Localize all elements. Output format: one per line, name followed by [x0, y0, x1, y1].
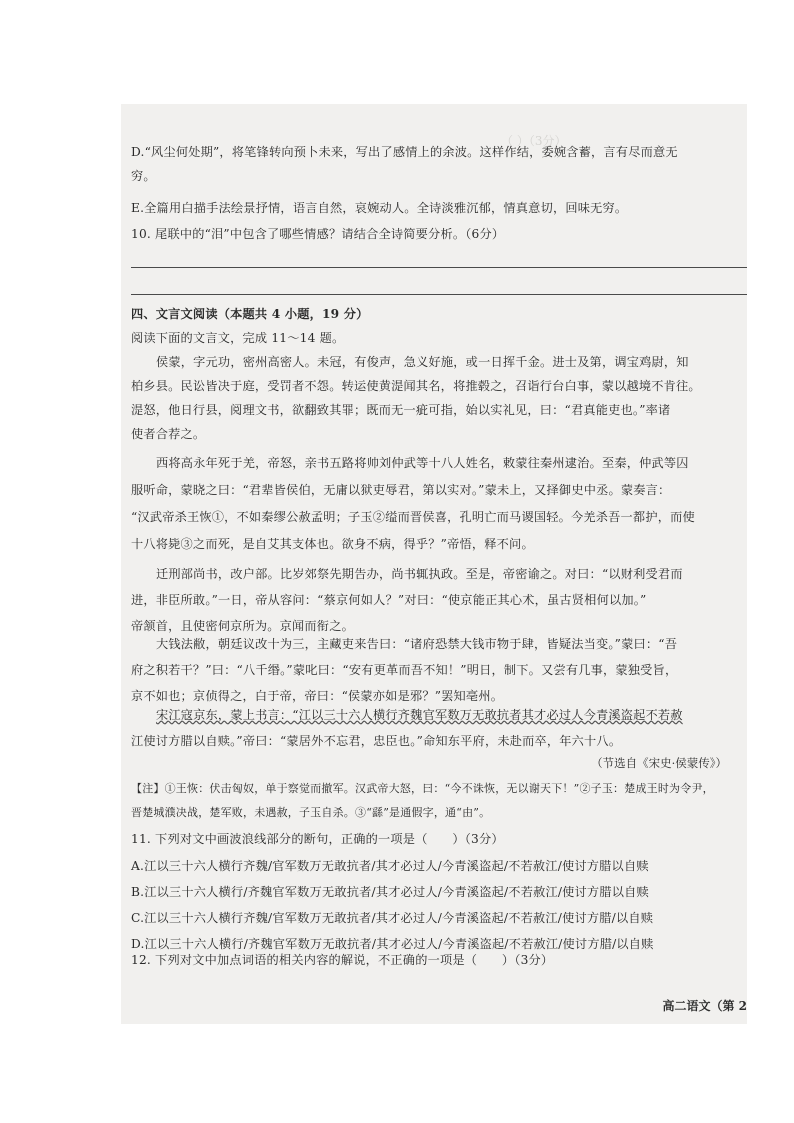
passage-p3-line1: 迁刑部尚书，改户部。比岁郊祭先期告办，尚书辄执政。至是，帝密谕之。对曰：“以财利受君而: [156, 567, 683, 581]
section4-instruction: 阅读下面的文言文，完成 11～14 题。: [131, 331, 345, 345]
q11-option-d: D.江以三十六人横行/齐魏官军数万无敢抗者/其才必过人/今青溪盗起/不若赦江/使讨方腊/以自赎: [131, 937, 654, 951]
page-footer: 高二语文（第 2: [662, 999, 747, 1013]
q9-option-d-line1: D.“风尘何处期”，将笔锋转向预卜未来，写出了感情上的余波。这样作结，委婉含蓄，言有尽而意无: [131, 145, 678, 159]
passage-p1-line1: 侯蒙，字元功，密州高密人。未冠，有俊声，急义好施，或一日挥千金。进士及第，调宝鸡尉，知: [156, 355, 689, 369]
passage-p4-line2: 府之积若干？”曰：“八千缗。”蒙叱曰：“安有更革而吾不知！”明日，制下。又尝有几事，蒙独受旨，: [131, 663, 678, 677]
passage-p1-line4: 使者合荐之。: [131, 427, 206, 441]
answer-line-2: [131, 294, 747, 295]
passage-p4-line3: 京不如也；京侦得之，白于帝，帝曰：“侯蒙亦如是邪？”罢知亳州。: [131, 689, 504, 703]
answer-line-1: [131, 267, 747, 268]
passage-p1-line3: 湜怒，他日行县，阅理文书，欲翻致其罪；既而无一疵可指，始以实礼见，曰：“君真能吏也。”率诸: [131, 403, 671, 417]
q11-option-c: C.江以三十六人横行齐魏/官军数万无敢抗者/其才必过人/今青溪盗起/不若赦江/使讨方腊/以自赎: [131, 911, 654, 925]
q11-option-b: B.江以三十六人横行/齐魏官军数万无敢抗者/其才必过人/今青溪盗起/不若赦江/使讨方腊以自赎: [131, 885, 649, 899]
q12-stem: 12. 下列对文中加点词语的相关内容的解说，不正确的一项是（ ）（3分）: [131, 953, 554, 967]
passage-p2-line2: 服听命，蒙晓之曰：“君辈皆侯伯，无庸以狱吏辱君，第以实对。”蒙未上，又择御史中丞。蒙奏言：: [131, 483, 671, 497]
passage-p2-line1: 西将高永年死于羌，帝怒，亲书五路将帅刘仲武等十八人姓名，敕蒙往秦州逮治。至秦，仲武等囚: [156, 456, 689, 470]
passage-p1-line2: 柏乡县。民讼皆决于庭，受罚者不怨。转运使黄湜闻其名，将推毂之，召诣行台白事，蒙以越境不肯往。: [131, 379, 701, 393]
passage-p5-line1: 宋江寇京东，蒙上书言：“江以三十六人横行齐魏官军数万无敢抗者其才必过人今青溪盗起不若赦: [156, 708, 683, 722]
exam-page: （ ）（3分） D.“风尘何处期”，将笔锋转向预卜未来，写出了感情上的余波。这样作结，委婉含蓄，言有尽而意无 穷。 E.全篇用白描手法绘景抒情，语言自然，哀婉动人。全诗淡雅沉郁，情真意切，回味无穷。 10. 尾联中的“泪”中包含了哪些情感？请结合全诗简要分析。（6分） 四、文言文阅读（本题共 4 小题，19 分） 阅读下面的文言文，完成 11～14 题。 侯蒙，字元功，密州高密人。未冠，有俊声，急义好施，或一日挥千金。进士及第，调宝鸡尉，知 柏乡县。民讼皆决于庭，受罚者不怨。转运使黄湜闻其名，将推毂之，召诣行台白事，蒙以越境不肯往。 湜怒，他日行县，阅理文书，欲翻致其罪；既而无一疵可指，始以实礼见，曰：“君真能吏也。”率诸 使者合荐之。 西将高永年死于羌，帝怒，亲书五路将帅刘仲武等十八人姓名，敕蒙往秦州逮治。至秦，仲武等囚 服听命，蒙晓之曰：“君辈皆侯伯，无庸以狱吏辱君，第以实对。”蒙未上，又择御史中丞。蒙奏言： “汉武帝杀王恢①，不如秦缪公赦孟明；子玉②缢而晋侯喜，孔明亡而马谡国轻。今羌杀吾一都护，而使 十八将毙③之而死，是自艾其支体也。欲身不病，得乎？”帝悟，释不问。 迁刑部尚书，改户部。比岁郊祭先期告办，尚书辄执政。至是，帝密谕之。对曰：“以财利受君而 进，非臣所敢。”一日，帝从容问：“蔡京何如人？”对曰：“使京能正其心术，虽古贤相何以加。” 帝颔首，且使密伺京所为。京闻而衔之。 大钱法敝，朝廷议改十为三，主藏吏来告曰：“诸府恐禁大钱市物于肆，皆疑法当变。”蒙曰：“吾 府之积若干？”曰：“八千缗。”蒙叱曰：“安有更革而吾不知！”明日，制下。又尝有几事，蒙独受旨， 京不如也；京侦得之，白于帝，帝曰：“侯蒙亦如是邪？”罢知亳州。 宋江寇京东，蒙上书言：“江以三十六人横行齐魏官军数万无敢抗者其才必过人今青溪盗起不若赦 江使讨方腊以自赎。”帝曰：“蒙居外不忘君，忠臣也。”命知东平府，未赴而卒，年六十八。 （节选自《宋史·侯蒙传》） 【注】①王恢：伏击匈奴，单于察觉而撤军。汉武帝大怒，曰：“今不诛恢，无以谢天下！”②子玉：楚成王时为令尹， 晋楚城濮决战，楚军败，未遇赦，子玉自杀。③“繇”是通假字，通“由”。 11. 下列对文中画波浪线部分的断句，正确的一项是（ ）（3分） A.江以三十六人横行齐魏/官军数万无敢抗者/其才必过人/今青溪盗起/不若赦江/使讨方腊以自赎 B.江以三十六人横行/齐魏官军数万无敢抗者/其才必过人/今青溪盗起/不若赦江/使讨方腊以自赎 C.江以三十六人横行齐魏/官军数万无敢抗者/其才必过人/今青溪盗起/不若赦江/使讨方腊/以自赎 D.江以三十六人横行/齐魏官军数万无敢抗者/其才必过人/今青溪盗起/不若赦江/使讨方腊/以自赎 12. 下列对文中加点词语的相关内容的解说，不正确的一项是（ ）（3分） 高二语文（第 2: [121, 104, 747, 1024]
section4-heading: 四、文言文阅读（本题共 4 小题，19 分）: [131, 307, 369, 321]
passage-p2-line3: “汉武帝杀王恢①，不如秦缪公赦孟明；子玉②缢而晋侯喜，孔明亡而马谡国轻。今羌杀吾一都护，而使: [131, 510, 695, 524]
passage-source: （节选自《宋史·侯蒙传》）: [591, 756, 727, 770]
q11-stem: 11. 下列对文中画波浪线部分的断句，正确的一项是（ ）（3分）: [131, 832, 504, 846]
passage-p3-line2: 进，非臣所敢。”一日，帝从容问：“蔡京何如人？”对曰：“使京能正其心术，虽古贤相何以加。”: [131, 593, 647, 607]
note-line1: 【注】①王恢：伏击匈奴，单于察觉而撤军。汉武帝大怒，曰：“今不诛恢，无以谢天下！”②子玉：楚成王时为令尹，: [131, 782, 714, 795]
passage-p4-line1: 大钱法敝，朝廷议改十为三，主藏吏来告曰：“诸府恐禁大钱市物于肆，皆疑法当变。”蒙曰：“吾: [156, 637, 678, 651]
passage-p2-line4: 十八将毙③之而死，是自艾其支体也。欲身不病，得乎？”帝悟，释不问。: [131, 537, 534, 551]
q10-question: 10. 尾联中的“泪”中包含了哪些情感？请结合全诗简要分析。（6分）: [131, 227, 505, 241]
q9-option-d-line2: 穷。: [131, 169, 156, 183]
q11-option-a: A.江以三十六人横行齐魏/官军数万无敢抗者/其才必过人/今青溪盗起/不若赦江/使讨方腊以自赎: [131, 859, 649, 873]
passage-p5-line2: 江使讨方腊以自赎。”帝曰：“蒙居外不忘君，忠臣也。”命知东平府，未赴而卒，年六十八。: [131, 734, 622, 748]
passage-p3-line3: 帝颔首，且使密伺京所为。京闻而衔之。: [131, 619, 354, 633]
note-line2: 晋楚城濮决战，楚军败，未遇赦，子玉自杀。③“繇”是通假字，通“由”。: [131, 806, 491, 819]
q9-option-e: E.全篇用白描手法绘景抒情，语言自然，哀婉动人。全诗淡雅沉郁，情真意切，回味无穷。: [131, 201, 628, 215]
